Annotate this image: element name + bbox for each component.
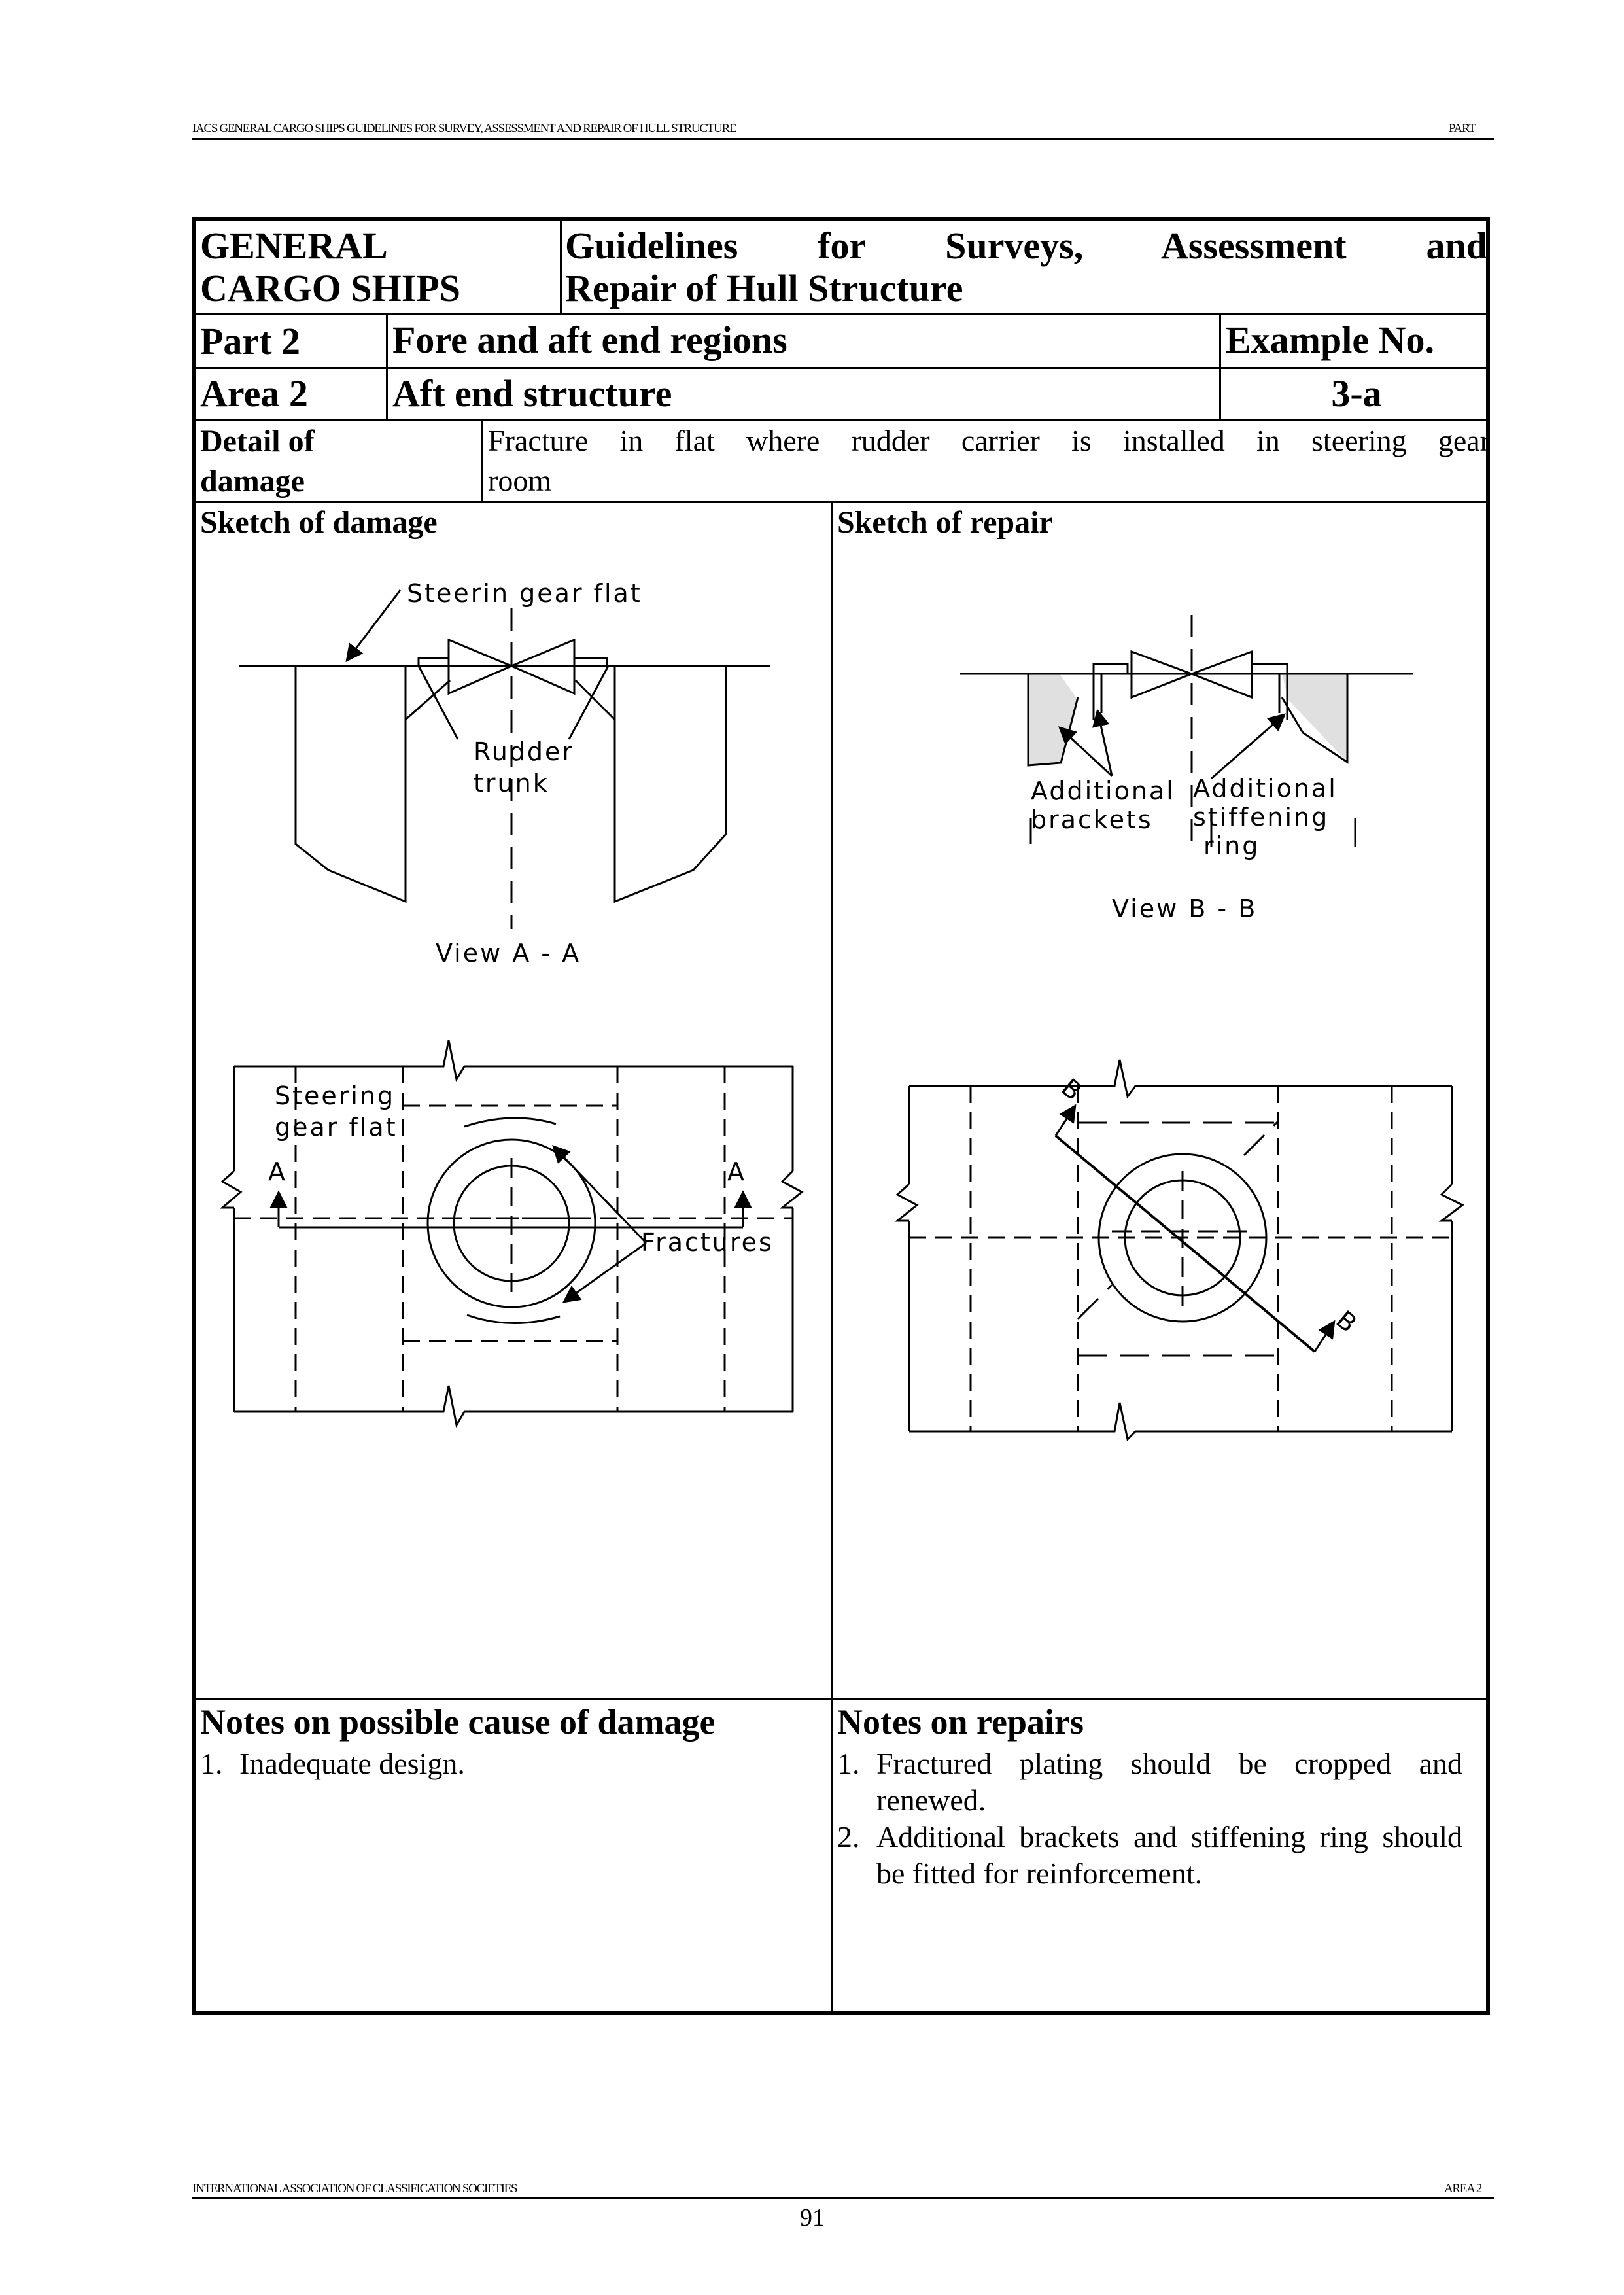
note-number: 1. [200,1747,223,1780]
label-additional-ring-2: stiffening [1193,803,1330,832]
ship-type-line-1: GENERAL [200,224,388,267]
page-number: 91 [800,2204,825,2232]
label-rudder: Rudder [474,737,575,766]
detail-text-line-2: room [488,463,552,497]
sketch-repair-heading: Sketch of repair [837,505,1053,540]
note-text: Inadequate design. [239,1747,465,1780]
area-label: Area 2 [200,372,308,415]
detail-label-line-1: Detail of [200,424,315,459]
label-section-a-right: A [727,1157,746,1186]
running-header-title: IACS GENERAL CARGO SHIPS GUIDELINES FOR SURVEY, ASSESSMENT AND REPAIR OF HULL STRUCTURE [192,122,736,135]
note-number: 1. [837,1747,860,1780]
example-label: Example No. [1226,319,1434,361]
label-view-a-a: View A - A [436,939,581,968]
label-section-a-left: A [268,1157,287,1186]
part-title: Fore and aft end regions [392,319,787,361]
running-footer-org: INTERNATIONAL ASSOCIATION OF CLASSIFICATION SOCIETIES [192,2182,517,2196]
part-label: Part 2 [200,320,300,362]
notes-repairs-heading: Notes on repairs [837,1702,1084,1742]
detail-text-line-1: Fracture in flat where rudder carrier is installed in steering gear [488,424,1490,457]
detail-label-line-2: damage [200,464,305,499]
running-header-part: PART [1449,122,1476,135]
label-additional-brackets-2: brackets [1031,805,1153,834]
footer-rule [192,2197,1494,2199]
area-title: Aft end structure [392,372,672,415]
sketch-damage-heading: Sketch of damage [200,505,438,540]
guidelines-line-2: Repair of Hull Structure [565,266,963,309]
plan-repair-drawing [897,1060,1462,1439]
note-text: Additional brackets and stiffening ring should be fitted for reinforcement. [876,1820,1462,1891]
label-section-b-top: B [1056,1073,1089,1108]
label-section-b-bottom: B [1330,1305,1364,1340]
note-number: 2. [837,1820,860,1854]
label-plan-steering: Steering [275,1081,396,1110]
guidelines-line-1: Guidelines for Surveys, Assessment and [565,224,1487,267]
label-steering-gear-flat: Steerin gear flat [407,579,642,608]
note-text: Fractured plating should be cropped and renewed. [876,1747,1462,1817]
example-number: 3-a [1331,372,1382,415]
label-additional-ring-3: ring [1203,832,1260,860]
notes-cause-heading: Notes on possible cause of damage [200,1702,716,1742]
label-trunk: trunk [474,769,549,797]
ship-type-line-2: CARGO SHIPS [200,266,461,309]
label-plan-gear-flat: gear flat [275,1113,398,1142]
label-view-b-b: View B - B [1112,894,1258,923]
label-fractures: Fractures [641,1228,774,1257]
view-b-b-drawing [960,615,1413,850]
label-additional-brackets-1: Additional [1031,777,1175,805]
running-footer-area: AREA 2 [1444,2182,1482,2196]
label-additional-ring-1: Additional [1193,774,1338,803]
